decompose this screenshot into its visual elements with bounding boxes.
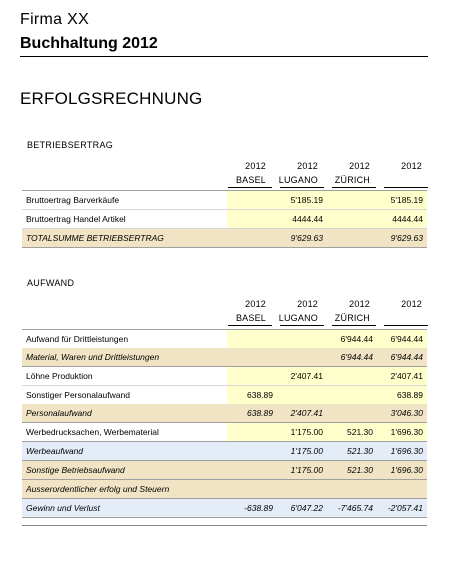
cell-zurich: 6'944.44 [327, 348, 377, 367]
subtotal-row [22, 348, 427, 367]
cell-lugano [277, 330, 327, 349]
col-underline-4 [384, 325, 428, 326]
betriebsertrag-table [22, 190, 427, 248]
row-label: Ausserordentlicher erfolg und Steuern [22, 480, 227, 499]
section-title-betriebsertrag: BETRIEBSERTRAG [27, 140, 114, 150]
cell-zurich: -7'465.74 [327, 499, 377, 518]
aufwand-table [22, 329, 427, 518]
cell-total: 1'696.30 [377, 442, 427, 461]
row-label: Gewinn und Verlust [22, 499, 227, 518]
col-year-2: 2012 [297, 299, 318, 309]
cell-lugano: 1'175.00 [277, 461, 327, 480]
row-label: Aufwand für Drittleistungen [22, 330, 227, 349]
col-location-3: ZÜRICH [334, 313, 370, 323]
cell-basel [227, 210, 277, 229]
row-label: TOTALSUMME BETRIEBSERTRAG [22, 229, 227, 248]
cell-lugano: 1'175.00 [277, 442, 327, 461]
document-title: ERFOLGSRECHNUNG [20, 89, 203, 108]
cell-lugano: 2'407.41 [277, 367, 327, 386]
total-row [22, 229, 427, 248]
row-label: Personalaufwand [22, 404, 227, 423]
col-year-3: 2012 [349, 299, 370, 309]
cell-lugano [277, 480, 327, 499]
cell-lugano [277, 348, 327, 367]
col-location-1: BASEL [235, 175, 266, 185]
cell-zurich: 521.30 [327, 442, 377, 461]
subtotal-row [22, 461, 427, 480]
table-bottom-rule [22, 525, 427, 526]
col-location-3: ZÜRICH [334, 175, 370, 185]
cell-basel [227, 229, 277, 248]
cell-zurich [327, 229, 377, 248]
cell-basel [227, 461, 277, 480]
col-year-3: 2012 [349, 161, 370, 171]
section-title-aufwand: AUFWAND [27, 278, 75, 288]
row-label: Bruttoertrag Handel Artikel [22, 210, 227, 229]
col-underline-2 [280, 187, 324, 188]
col-underline-4 [384, 187, 428, 188]
col-year-4: 2012 [401, 299, 422, 309]
col-underline-1 [228, 325, 272, 326]
row-label: Werbeaufwand [22, 442, 227, 461]
cell-total: 4444.44 [377, 210, 427, 229]
col-underline-3 [332, 187, 376, 188]
col-year-4: 2012 [401, 161, 422, 171]
cell-total: 6'944.44 [377, 348, 427, 367]
cell-total: 3'046.30 [377, 404, 427, 423]
cell-lugano: 5'185.19 [277, 191, 327, 210]
row-label: Sonstiger Personalaufwand [26, 390, 130, 400]
cell-basel [227, 442, 277, 461]
table-row [22, 330, 427, 349]
table-row [22, 210, 427, 229]
row-label: Bruttoertrag Barverkäufe [22, 191, 227, 210]
col-underline-1 [228, 187, 272, 188]
cell-zurich [327, 210, 377, 229]
col-year-1: 2012 [245, 299, 266, 309]
cell-lugano: 4444.44 [277, 210, 327, 229]
cell-basel: 638.89 [227, 404, 277, 423]
cell-lugano: 9'629.63 [277, 229, 327, 248]
row-label: Werbedrucksachen, Werbematerial [22, 423, 227, 442]
cell-zurich: 521.30 [327, 423, 377, 442]
col-location-2: LUGANO [278, 175, 318, 185]
cell-total [377, 480, 427, 499]
cell-zurich [327, 386, 377, 405]
cell-zurich [327, 367, 377, 386]
table-row [22, 367, 427, 386]
cell-total: 5'185.19 [377, 191, 427, 210]
cell-total: 638.89 [377, 386, 427, 405]
cell-lugano [277, 386, 327, 405]
table-row [22, 423, 427, 442]
header-divider [20, 56, 428, 57]
cell-basel [227, 423, 277, 442]
cell-zurich [327, 404, 377, 423]
cell-total: -2'057.41 [377, 499, 427, 518]
col-year-2: 2012 [297, 161, 318, 171]
cell-lugano: 6'047.22 [277, 499, 327, 518]
row-label: Sonstige Betriebsaufwand [22, 461, 227, 480]
col-underline-2 [280, 325, 324, 326]
cell-basel: -638.89 [227, 499, 277, 518]
cell-total: 1'696.30 [377, 461, 427, 480]
col-year-1: 2012 [245, 161, 266, 171]
cell-basel [227, 480, 277, 499]
row-label: Material, Waren und Drittleistungen [22, 348, 227, 367]
col-location-2: LUGANO [278, 313, 318, 323]
result-row [22, 499, 427, 518]
cell-lugano: 1'175.00 [277, 423, 327, 442]
cell-zurich: 521.30 [327, 461, 377, 480]
subtotal-row [22, 404, 427, 423]
cell-total: 9'629.63 [377, 229, 427, 248]
col-location-1: BASEL [235, 313, 266, 323]
cell-lugano: 2'407.41 [277, 404, 327, 423]
col-underline-3 [332, 325, 376, 326]
cell-zurich [327, 480, 377, 499]
cell-total: 1'696.30 [377, 423, 427, 442]
subtotal-row [22, 442, 427, 461]
cell-total: 2'407.41 [377, 367, 427, 386]
cell-zurich: 6'944.44 [327, 330, 377, 349]
cell-basel [227, 330, 277, 349]
cell-zurich [327, 191, 377, 210]
report-subtitle: Buchhaltung 2012 [20, 35, 158, 52]
table-row [22, 386, 427, 405]
cell-total: 6'944.44 [377, 330, 427, 349]
company-name: Firma XX [20, 11, 90, 28]
cell-basel [227, 191, 277, 210]
subtotal-row [22, 480, 427, 499]
cell-basel: 638.89 [227, 386, 277, 405]
table-row [22, 191, 427, 210]
row-label: Löhne Produktion [22, 367, 227, 386]
cell-basel [227, 367, 277, 386]
cell-basel [227, 348, 277, 367]
